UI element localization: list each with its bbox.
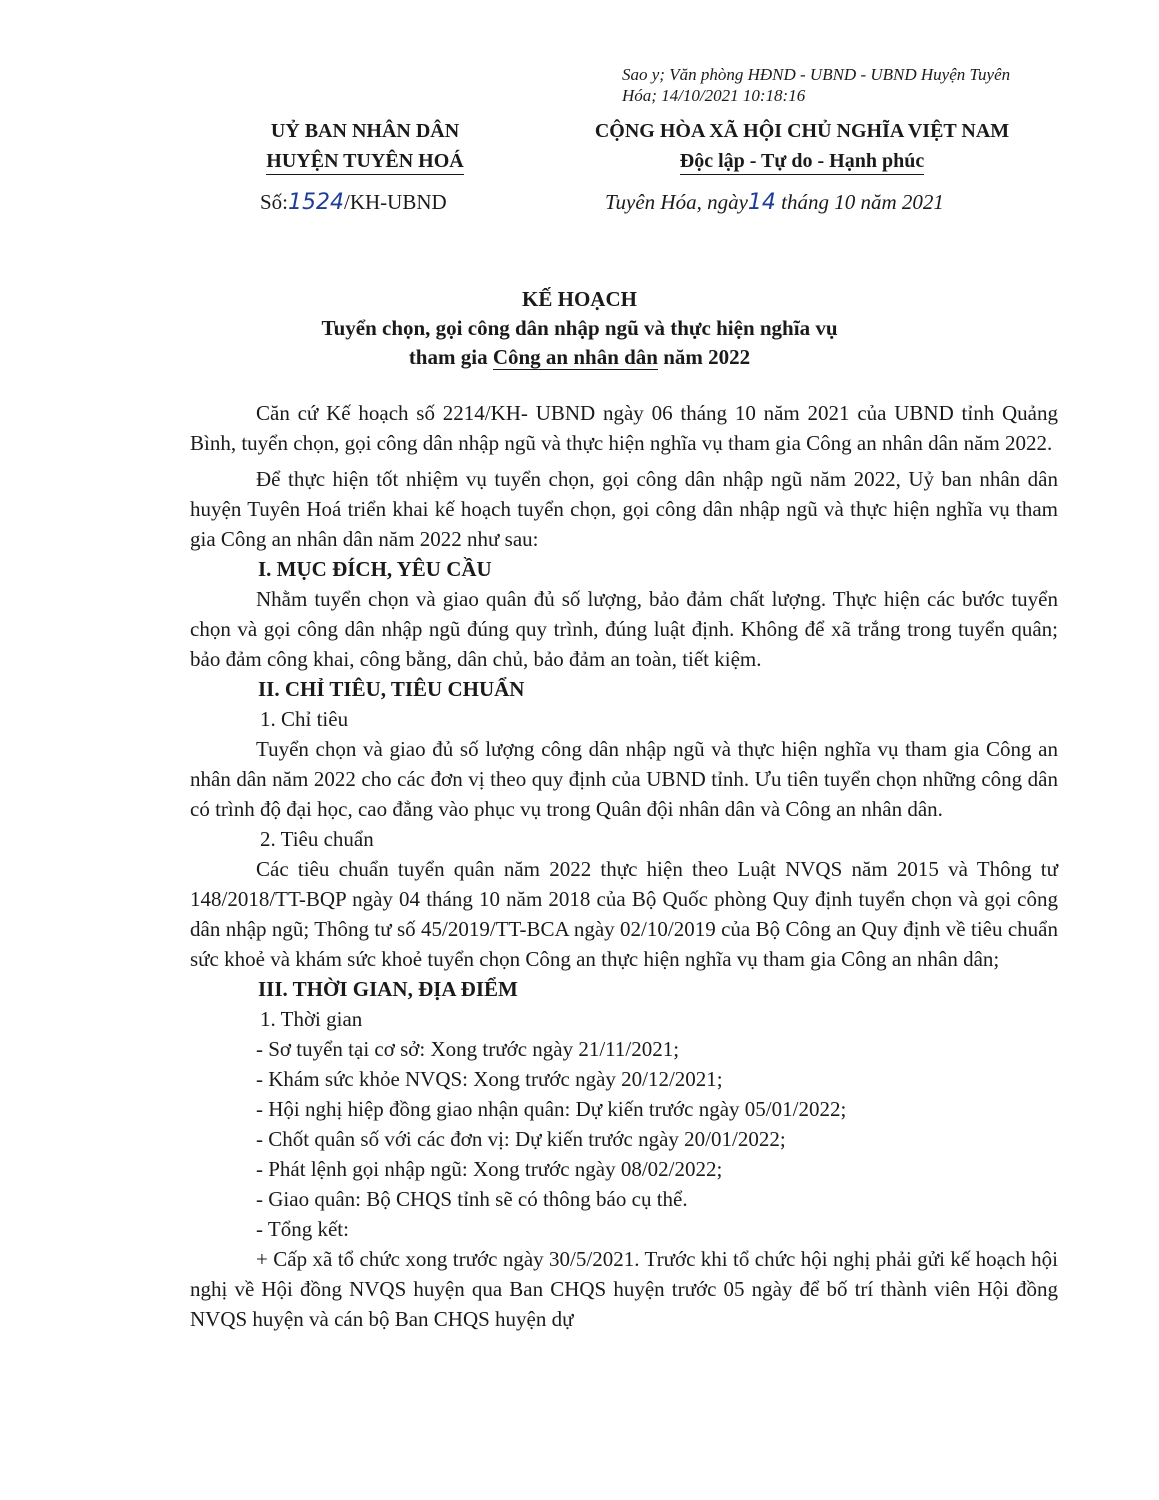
document-body bbox=[190, 398, 1058, 1334]
date-day-handwritten: 14 bbox=[747, 190, 776, 215]
national-header bbox=[552, 116, 1052, 176]
heading-targets: II. CHỈ TIÊU, TIÊU CHUẨN bbox=[258, 677, 525, 701]
date-line bbox=[605, 190, 944, 215]
heading-purpose: I. MỤC ĐÍCH, YÊU CẦU bbox=[258, 557, 492, 581]
date-suffix: tháng 10 năm 2021 bbox=[775, 190, 944, 214]
list-item: - Chốt quân số với các đơn vị: Dự kiến trước ngày 20/01/2022; bbox=[256, 1127, 786, 1151]
list-item: - Giao quân: Bộ CHQS tỉnh sẽ có thông báo cụ thể. bbox=[256, 1187, 688, 1211]
subheading-time: 1. Thời gian bbox=[260, 1007, 363, 1031]
title-line-3 bbox=[0, 343, 1159, 372]
nation-motto: Độc lập - Tự do - Hạnh phúc bbox=[680, 148, 924, 175]
authority-line-2: HUYỆN TUYÊN HOÁ bbox=[266, 148, 463, 175]
list-item: - Hội nghị hiệp đồng giao nhận quân: Dự kiến trước ngày 05/01/2022; bbox=[256, 1097, 847, 1121]
docno-handwritten: 1524 bbox=[288, 190, 345, 215]
title-line-3c: năm 2022 bbox=[657, 345, 751, 369]
copy-note: Sao y; Văn phòng HĐND - UBND - UBND Huyện Tuyên Hóa; 14/10/2021 10:18:16 bbox=[622, 65, 1011, 105]
paragraph-summary: + Cấp xã tổ chức xong trước ngày 30/5/2021. Trước khi tổ chức hội nghị phải gửi kế hoạch hội nghị về Hội đồng NVQS huyện qua Ban CHQS huyện trước 05 ngày để bố trí thành viên Hội đồng NVQS huyện và cán bộ Ban CHQS huyện dự bbox=[190, 1247, 1058, 1331]
title-line-2: Tuyển chọn, gọi công dân nhập ngũ và thực hiện nghĩa vụ bbox=[321, 316, 838, 340]
docno-prefix: Số: bbox=[260, 190, 289, 214]
paragraph-standards: Các tiêu chuẩn tuyển quân năm 2022 thực hiện theo Luật NVQS năm 2015 và Thông tư 148/2018/TT-BQP ngày 04 tháng 10 năm 2018 của Bộ Quốc phòng Quy định tuyển chọn và gọi công dân nhập ngũ; Thông tư số 45/2019/TT-BCA ngày 02/10/2019 của Bộ Công an Quy định về tiêu chuẩn sức khoẻ và khám sức khoẻ tuyển chọn Công an thực hiện nghĩa vụ tham gia Công an nhân dân; bbox=[190, 857, 1058, 971]
paragraph-basis: Căn cứ Kế hoạch số 2214/KH- UBND ngày 06 tháng 10 năm 2021 của UBND tỉnh Quảng Bình, tuyển chọn, gọi công dân nhập ngũ và thực hiện nghĩa vụ tham gia Công an nhân dân năm 2022. bbox=[190, 401, 1058, 455]
subheading-targets: 1. Chỉ tiêu bbox=[260, 707, 349, 731]
docno-suffix: /KH-UBND bbox=[344, 190, 447, 214]
heading-time-place: III. THỜI GIAN, ĐỊA ĐIỂM bbox=[258, 977, 518, 1001]
list-item: - Tổng kết: bbox=[256, 1217, 349, 1241]
issuing-authority bbox=[240, 116, 490, 176]
paragraph-purpose: Nhằm tuyển chọn và giao quân đủ số lượng, bảo đảm chất lượng. Thực hiện các bước tuyển chọn và gọi công dân nhập ngũ đúng quy trình, đúng luật định. Không để xã trắng trong tuyển quân; bảo đảm công khai, công bằng, dân chủ, bảo đảm an toàn, tiết kiệm. bbox=[190, 587, 1058, 671]
paragraph-targets: Tuyển chọn và giao đủ số lượng công dân nhập ngũ và thực hiện nghĩa vụ tham gia Công an nhân dân năm 2022 cho các đơn vị theo quy định của UBND tỉnh. Ưu tiên tuyển chọn những công dân có trình độ đại học, cao đẳng vào phục vụ trong Quân đội nhân dân và Công an nhân dân. bbox=[190, 737, 1058, 821]
paragraph-intro: Để thực hiện tốt nhiệm vụ tuyển chọn, gọi công dân nhập ngũ năm 2022, Uỷ ban nhân dân huyện Tuyên Hoá triển khai kế hoạch tuyển chọn, gọi công dân nhập ngũ và thực hiện nghĩa vụ tham gia Công an nhân dân năm 2022 như sau: bbox=[190, 467, 1058, 551]
title-line-1: KẾ HOẠCH bbox=[522, 287, 637, 311]
document-number bbox=[260, 190, 447, 215]
list-item: - Sơ tuyển tại cơ sở: Xong trước ngày 21/11/2021; bbox=[256, 1037, 680, 1061]
list-item: - Phát lệnh gọi nhập ngũ: Xong trước ngày 08/02/2022; bbox=[256, 1157, 723, 1181]
title-line-3a: tham gia bbox=[408, 345, 493, 369]
title-line-3b: Công an nhân dân bbox=[492, 345, 658, 369]
subheading-standards: 2. Tiêu chuẩn bbox=[260, 827, 374, 851]
nation-name: CỘNG HÒA XÃ HỘI CHỦ NGHĨA VIỆT NAM bbox=[594, 120, 1010, 142]
authority-line-1: UỶ BAN NHÂN DÂN bbox=[270, 120, 460, 142]
date-prefix: Tuyên Hóa, ngày bbox=[605, 190, 748, 214]
document-title bbox=[0, 285, 1159, 372]
list-item: - Khám sức khỏe NVQS: Xong trước ngày 20/12/2021; bbox=[256, 1067, 723, 1091]
